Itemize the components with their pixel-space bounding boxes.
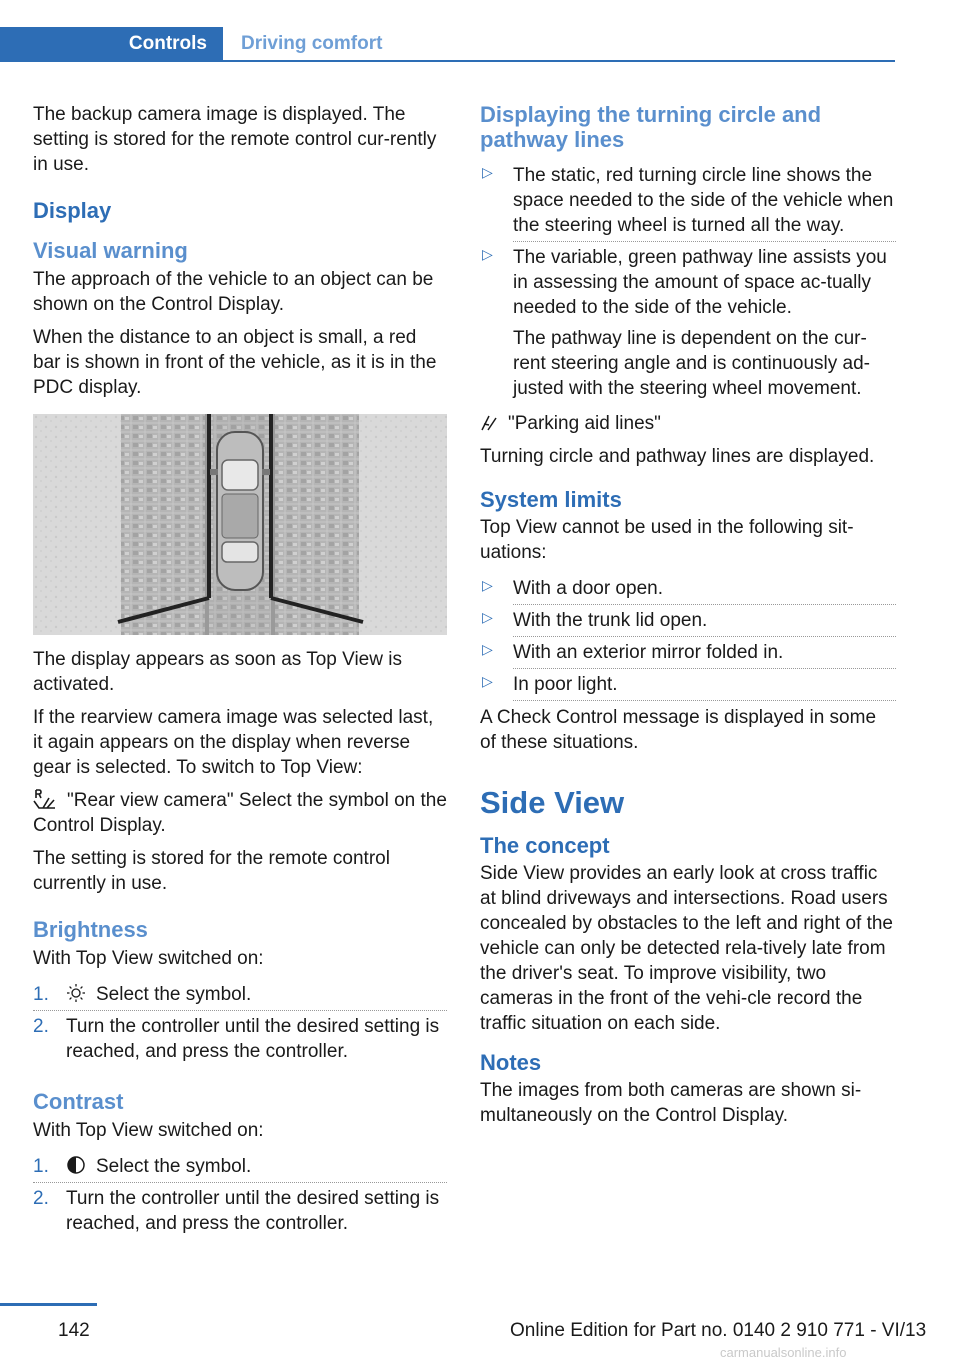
step-number: 2. (33, 1016, 49, 1037)
list-item (482, 573, 896, 605)
notes-heading: Notes (480, 1050, 542, 1075)
check-control-note: A Check Control message is displayed in some of these situations. (480, 707, 877, 753)
bullet-marker-icon: ▷ (482, 641, 493, 657)
side-view-heading: Side View (480, 785, 625, 820)
footer-rule (0, 1303, 97, 1306)
visual-warning-paragraph-1: The approach of the vehicle to an object can be shown on the Control Display. (33, 269, 434, 315)
list-item (482, 160, 896, 242)
brightness-steps (33, 979, 447, 1068)
intro-paragraph: The backup camera image is displayed. The setting is stored for the remote control cur-rently in use. (33, 104, 437, 175)
header-rule (0, 60, 895, 62)
visual-warning-paragraph-2: When the distance to an object is small, a red bar is shown in front of the vehicle, as it is in the PDC display. (33, 327, 437, 398)
contrast-icon (66, 1155, 86, 1175)
watermark: carmanualsonline.info (720, 1345, 847, 1360)
limit-text: With a door open. (513, 578, 663, 599)
turning-bullets (480, 160, 896, 405)
display-heading: Display (33, 198, 112, 223)
turning-circle-heading: Displaying the turning circle and pathway lines (480, 102, 822, 152)
left-column (33, 102, 447, 1250)
visual-warning-heading: Visual warning (33, 238, 188, 263)
tab-driving-comfort[interactable]: Driving comfort (241, 33, 383, 54)
bullet-text-continued: The pathway line is dependent on the cur-rent steering angle and is continuously ad-justed with the steering wheel movement. (513, 328, 871, 399)
brightness-heading: Brightness (33, 917, 148, 942)
step-number: 2. (33, 1188, 49, 1209)
list-item (482, 669, 896, 701)
contrast-steps (33, 1151, 447, 1240)
step-text: Select the symbol. (96, 984, 252, 1005)
limit-text: With an exterior mirror folded in. (513, 642, 784, 663)
tab-controls[interactable]: Controls (0, 27, 223, 60)
limit-text: With the trunk lid open. (513, 610, 708, 631)
bullet-text: The static, red turning circle line shows the space needed to the side of the vehicle when the steering wheel is turned all the way. (513, 165, 894, 236)
step-text: Turn the controller until the desired setting is reached, and press the controller. (66, 1188, 440, 1234)
bullet-marker-icon: ▷ (482, 673, 493, 689)
limits-list (480, 573, 896, 701)
right-column (480, 102, 896, 1136)
contrast-intro: With Top View switched on: (33, 1120, 264, 1141)
rear-view-camera-icon (33, 789, 57, 809)
limit-text: In poor light. (513, 674, 618, 695)
turning-summary: Turning circle and pathway lines are displayed. (480, 446, 875, 467)
list-item (33, 1011, 447, 1068)
list-item (33, 979, 447, 1011)
running-header (0, 27, 895, 63)
list-item (33, 1183, 447, 1240)
rear-view-camera-instruction (33, 788, 447, 838)
top-view-display-figure (33, 414, 447, 635)
parking-aid-lines-instruction (480, 411, 896, 436)
page-number: 142 (58, 1320, 90, 1341)
bullet-marker-icon: ▷ (482, 246, 493, 262)
list-item (482, 605, 896, 637)
brightness-icon (66, 983, 86, 1003)
bullet-text: The variable, green pathway line assists you in assessing the amount of space ac-tually needed to the side of the vehicle. (513, 247, 887, 318)
step-text: Turn the controller until the desired setting is reached, and press the controller. (66, 1016, 440, 1062)
list-item (482, 242, 896, 405)
concept-paragraph: Side View provides an early look at cross traffic at blind driveways and intersections. Road users concealed by obstacles to the left and right of the vehicle can only be detected rela-tively late from the driver's seat. To improve visibility, two cameras in the front of the vehi-cle record the traffic situation on each side. (480, 863, 893, 1034)
step-number: 1. (33, 984, 49, 1005)
stored-paragraph: The setting is stored for the remote control currently in use. (33, 848, 390, 894)
parking-aid-lines-text: "Parking aid lines" (508, 413, 661, 434)
edition-text: Online Edition for Part no. 0140 2 910 771 - VI/13 (510, 1320, 927, 1341)
bullet-marker-icon: ▷ (482, 609, 493, 625)
contrast-heading: Contrast (33, 1089, 124, 1114)
step-number: 1. (33, 1156, 49, 1177)
bullet-marker-icon: ▷ (482, 577, 493, 593)
activation-paragraph: The display appears as soon as Top View is activated. (33, 649, 402, 695)
rearview-paragraph: If the rearview camera image was selected last, it again appears on the display when reverse gear is selected. To switch to Top View: (33, 707, 434, 778)
notes-paragraph: The images from both cameras are shown si-multaneously on the Control Display. (480, 1080, 862, 1126)
system-limits-intro: Top View cannot be used in the following sit-uations: (480, 517, 854, 563)
concept-heading: The concept (480, 833, 610, 858)
parking-aid-lines-icon (480, 414, 498, 432)
list-item (482, 637, 896, 669)
rear-view-camera-text: "Rear view camera" Select the symbol on the Control Display. (33, 790, 447, 836)
bullet-marker-icon: ▷ (482, 164, 493, 180)
step-text: Select the symbol. (96, 1156, 252, 1177)
brightness-intro: With Top View switched on: (33, 948, 264, 969)
list-item (33, 1151, 447, 1183)
system-limits-heading: System limits (480, 487, 622, 512)
